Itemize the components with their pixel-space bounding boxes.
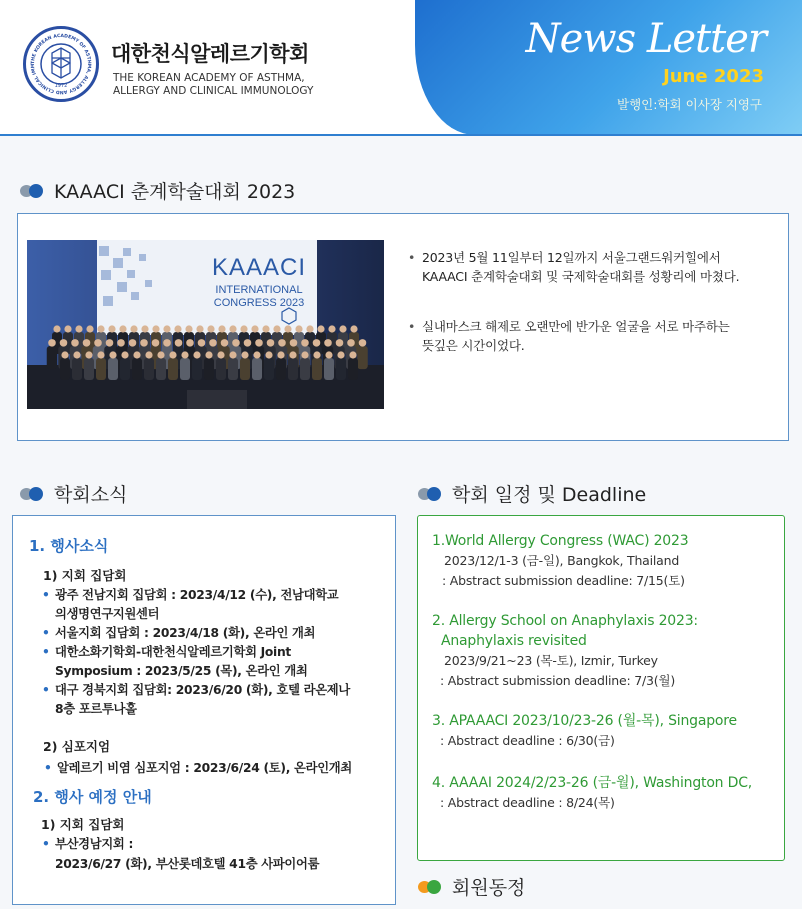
news-heading-events: 1. 행사소식 xyxy=(29,537,109,555)
schedule-item-4 xyxy=(432,773,782,813)
issue-date: June 2023 xyxy=(663,66,764,87)
congress-bullet-2 xyxy=(406,317,776,355)
schedule-item-2 xyxy=(432,611,782,691)
news-section-title xyxy=(20,480,127,507)
banner-line1: KAAACI xyxy=(211,254,307,281)
news-item-symposium: • 알레르기 비염 심포지엄 : 2023/6/24 (토), 온라인개최 xyxy=(43,759,389,778)
news-sub-branch-meetings: 1) 지회 집담회 xyxy=(43,568,127,583)
congress-bullet-1-line2: KAAACI 춘계학술대회 및 국제학술대회를 성황리에 마쳤다. xyxy=(422,269,740,284)
news-item-4 xyxy=(41,681,389,719)
congress-bullet-1-line1: • 2023년 5월 11일부터 12일까지 서울그랜드워커힐에서 xyxy=(422,250,721,265)
news-item-4-line1: • 대구 경북지회 집담회: 2023/6/20 (화), 호텔 라온제나 xyxy=(55,683,350,697)
news-item-3-line2: Symposium : 2023/5/25 (목), 온라인 개최 xyxy=(55,664,308,678)
news-content xyxy=(29,535,389,874)
blue-dots-icon xyxy=(20,184,46,198)
org-name-english-line1: THE KOREAN ACADEMY OF ASTHMA, xyxy=(113,72,305,84)
congress-bullet-2-line1: • 실내마스크 해제로 오랜만에 반가운 얼굴을 서로 마주하는 xyxy=(422,319,730,334)
academy-seal-icon xyxy=(23,26,99,102)
schedule-item-4-heading: 4. AAAAI 2024/2/23-26 (금-월), Washington DC, xyxy=(432,775,753,791)
news-heading-upcoming: 2. 행사 예정 안내 xyxy=(33,788,152,806)
schedule-item-1 xyxy=(432,531,782,591)
schedule-item-3-line1: : Abstract deadline : 6/30(금) xyxy=(440,733,615,748)
congress-group-photo xyxy=(27,240,384,409)
news-item-3-line1: • 대한소화기학회-대한천식알레르기학회 Joint xyxy=(55,645,291,659)
schedule-item-2-line2: : Abstract submission deadline: 7/3(월) xyxy=(440,673,675,688)
news-sub-upcoming-branch: 1) 지회 집담회 xyxy=(41,817,125,832)
news-item-2 xyxy=(41,624,389,643)
schedule-item-2-line1: 2023/9/21~23 (목-토), Izmir, Turkey xyxy=(444,653,658,668)
news-item-3 xyxy=(41,643,389,681)
schedule-title-text: 학회 일정 및 Deadline xyxy=(452,484,647,506)
org-name-english-line2: ALLERGY AND CLINICAL IMMUNOLOGY xyxy=(113,85,314,97)
schedule-item-4-line1: : Abstract deadline : 8/24(목) xyxy=(440,795,615,810)
members-section-title xyxy=(418,873,525,900)
congress-bullet-1 xyxy=(406,248,776,286)
news-item-1 xyxy=(41,586,389,624)
blue-dots-icon xyxy=(418,487,444,501)
banner-line2: INTERNATIONAL xyxy=(215,284,303,296)
banner-line3: CONGRESS 2023 xyxy=(213,297,305,309)
news-item-2-line1: • 서울지회 집담회 : 2023/4/18 (화), 온라인 개최 xyxy=(55,626,316,640)
news-item-1-line1: • 광주 전남지회 집담회 : 2023/4/12 (수), 전남대학교 xyxy=(55,588,339,602)
schedule-item-3-heading: 3. APAAACI 2023/10/23-26 (월-목), Singapore xyxy=(432,713,737,729)
news-item-busan-line2: 2023/6/27 (화), 부산롯데호텔 41층 사파이어룸 xyxy=(55,857,320,871)
schedule-item-2-heading2: Anaphylaxis revisited xyxy=(441,633,587,649)
members-title-text: 회원동정 xyxy=(452,877,526,899)
news-item-1-line2: 의생명연구지원센터 xyxy=(55,607,160,621)
news-sub-symposium: 2) 심포지엄 xyxy=(43,739,111,754)
green-orange-dots-icon xyxy=(418,880,444,894)
news-title-text: 학회소식 xyxy=(54,484,128,506)
schedule-content xyxy=(432,531,782,813)
congress-section-title xyxy=(20,177,295,204)
seal-year: 1972 xyxy=(54,83,68,89)
schedule-item-3 xyxy=(432,711,782,751)
schedule-item-2-heading: 2. Allergy School on Anaphylaxis 2023: xyxy=(432,613,698,629)
schedule-section-title xyxy=(418,480,646,507)
seal-ring-text: THE KOREAN ACADEMY OF ASTHMA, ALLERGY AND CLINICAL IMM xyxy=(30,33,92,95)
org-name-korean: 대한천식알레르기학회 xyxy=(111,42,309,66)
schedule-item-1-line1: 2023/12/1-3 (금-일), Bangkok, Thailand xyxy=(444,553,680,568)
congress-bullet-2-line2: 뜻깊은 시간이었다. xyxy=(422,338,525,353)
news-item-busan xyxy=(41,835,389,874)
newsletter-title: News Letter xyxy=(525,16,766,62)
news-item-4-line2: 8층 포르투나홀 xyxy=(55,702,137,716)
schedule-item-1-line2: : Abstract submission deadline: 7/15(토) xyxy=(442,573,685,588)
congress-title-text: KAAACI 춘계학술대회 2023 xyxy=(54,181,296,203)
congress-bullets xyxy=(406,248,776,355)
schedule-item-1-heading: 1.World Allergy Congress (WAC) 2023 xyxy=(432,533,689,549)
news-item-busan-line1: • 부산경남지회 : xyxy=(55,837,134,851)
publisher-line: 발행인:학회 이사장 지영구 xyxy=(617,97,762,112)
blue-dots-icon xyxy=(20,487,46,501)
